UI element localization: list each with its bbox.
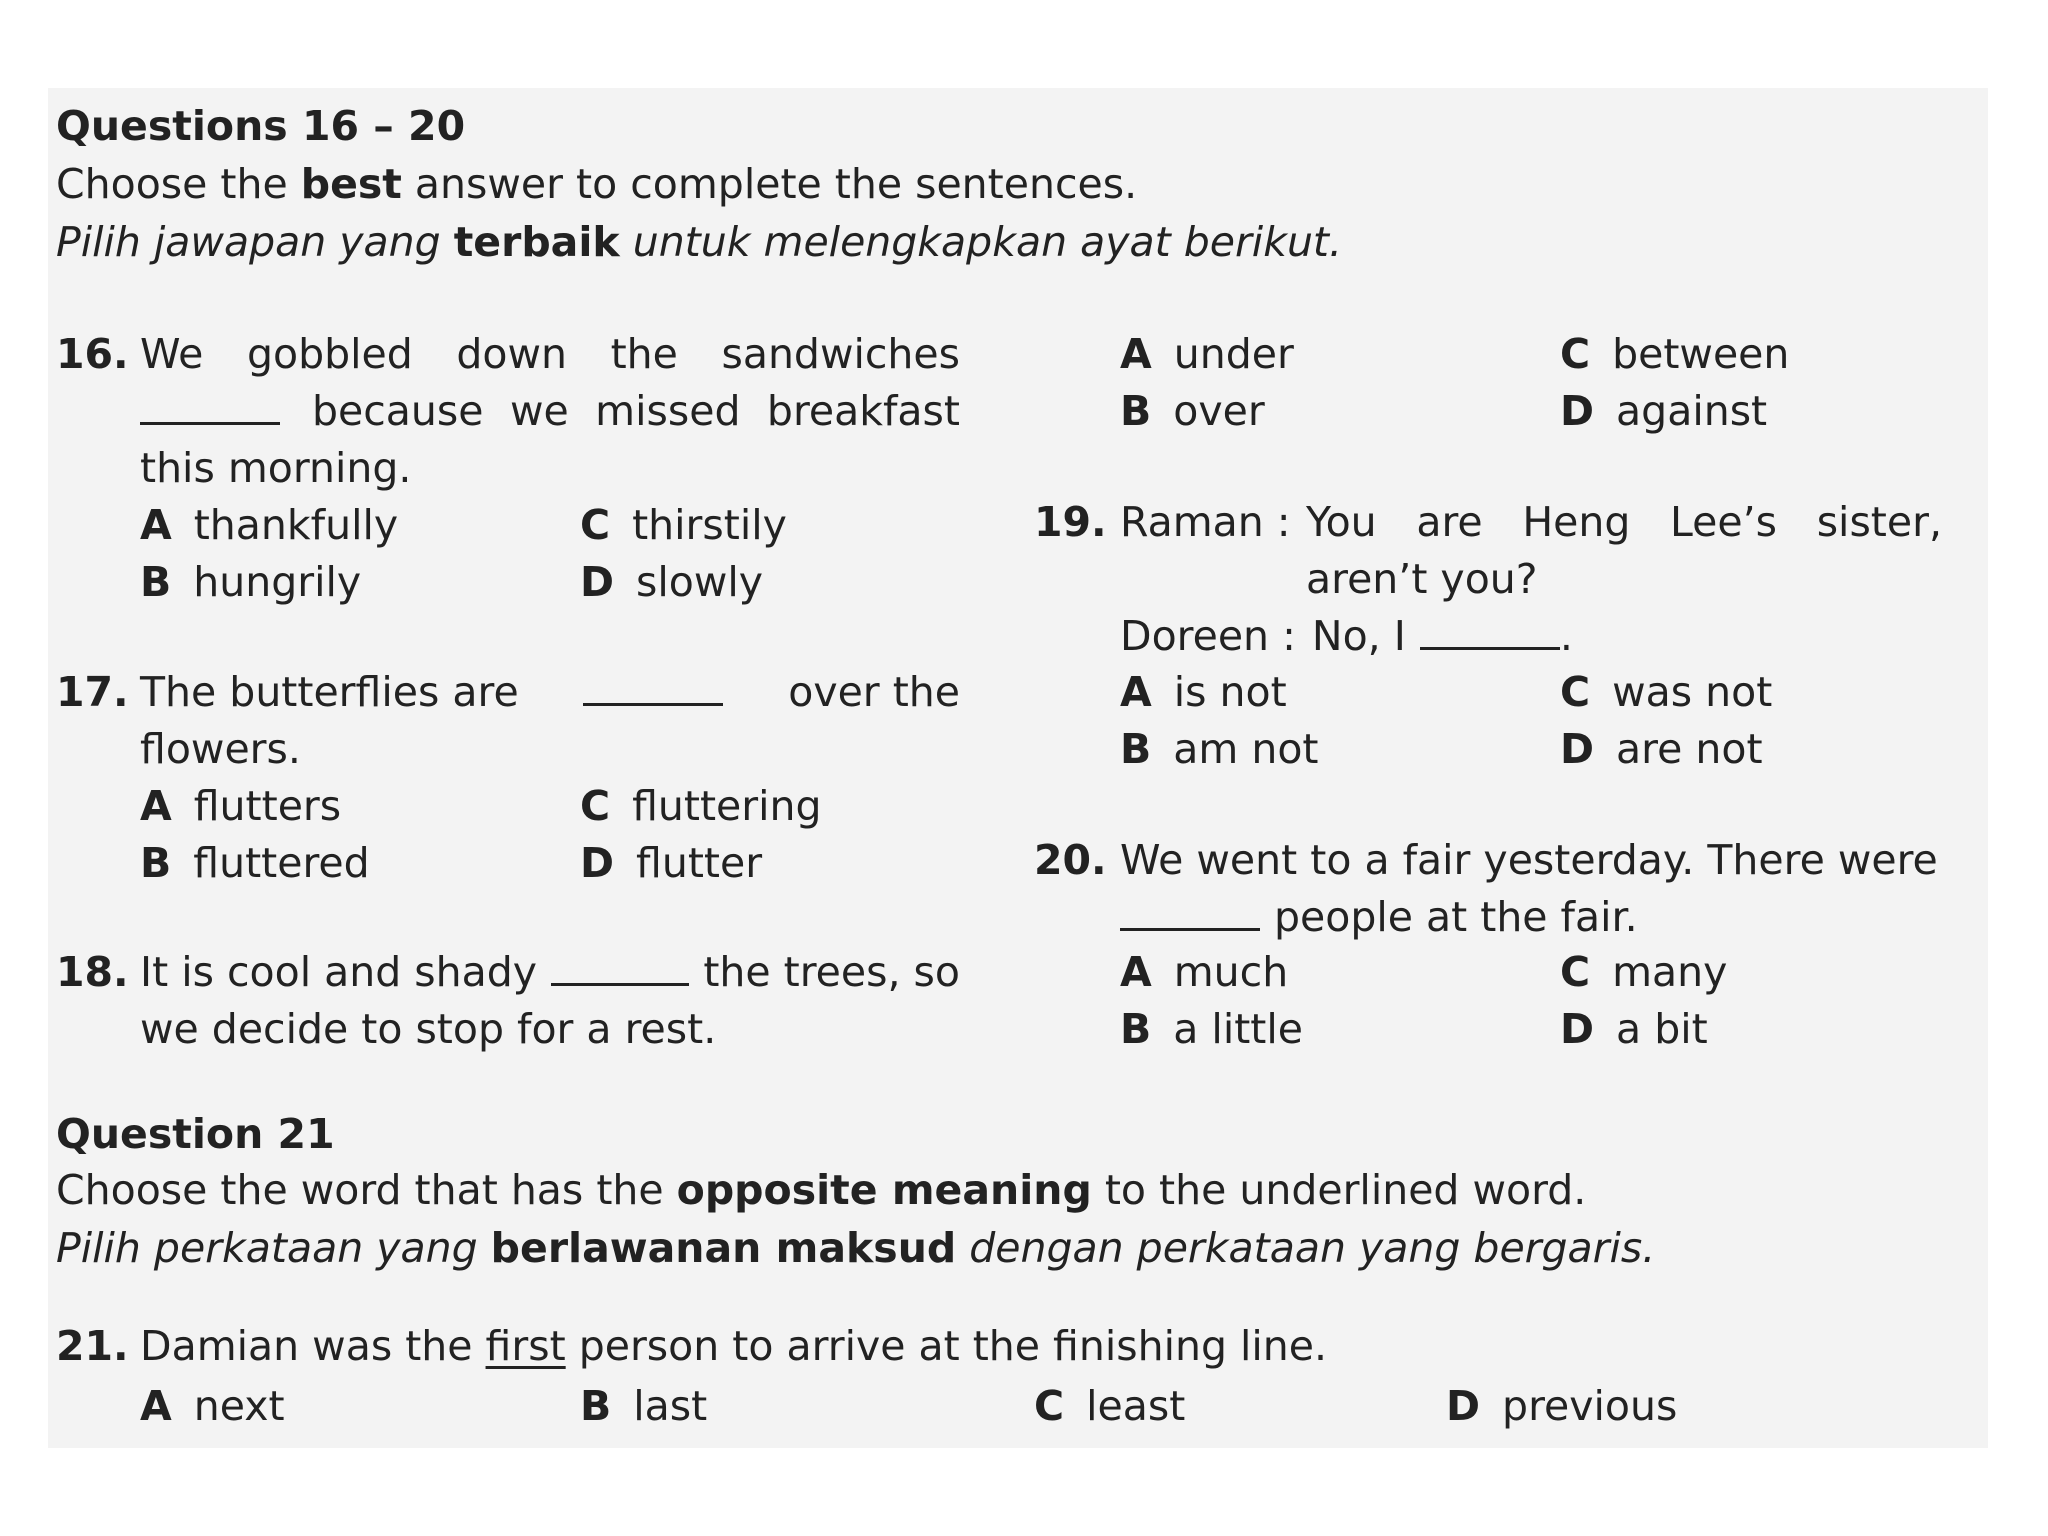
answer-blank	[1420, 647, 1560, 650]
instruction-text: untuk melengkapkan ayat berikut.	[619, 218, 1343, 266]
instruction-text: Pilih perkataan yang	[56, 1224, 491, 1272]
question-number-18: 18.	[56, 948, 129, 996]
q18-line1	[140, 948, 960, 996]
option-letter: A	[1120, 330, 1152, 378]
q17-option-d[interactable]	[580, 839, 762, 887]
option-letter: C	[1560, 948, 1591, 996]
q20-line2	[1120, 893, 1638, 941]
q17-option-a[interactable]	[140, 782, 341, 830]
section-heading-21: Question 21	[56, 1110, 335, 1158]
option-letter: D	[1446, 1382, 1481, 1430]
option-text: is not	[1173, 668, 1287, 716]
option-text: previous	[1502, 1382, 1678, 1430]
option-letter: A	[1120, 948, 1152, 996]
q16-option-d[interactable]	[580, 558, 763, 606]
instruction-english	[56, 160, 1137, 208]
option-text: fluttered	[193, 839, 370, 887]
question-number-21: 21.	[56, 1322, 129, 1370]
instruction-bold-word: terbaik	[453, 218, 620, 266]
option-letter: B	[1120, 725, 1152, 773]
q20-option-c[interactable]	[1560, 948, 1727, 996]
q16-line2	[140, 387, 960, 435]
option-text: over	[1173, 387, 1265, 435]
option-text: against	[1616, 387, 1768, 435]
option-letter: D	[1560, 387, 1595, 435]
option-text: flutters	[193, 782, 342, 830]
option-letter: C	[1560, 668, 1591, 716]
q16-line2-text: because we missed breakfast	[312, 387, 960, 435]
option-text: a little	[1173, 1005, 1303, 1053]
q18-line1-post: the trees, so	[703, 948, 960, 996]
q20-line2-text: people at the fair.	[1274, 893, 1638, 941]
instruction-malay-21	[56, 1224, 1655, 1272]
q16-line1: We gobbled down the sandwiches	[140, 330, 960, 378]
option-text: flutter	[636, 839, 763, 887]
q21-option-c[interactable]	[1034, 1382, 1185, 1430]
option-text: last	[633, 1382, 708, 1430]
instruction-text: dengan perkataan yang bergaris.	[956, 1224, 1656, 1272]
q19-option-a[interactable]	[1120, 668, 1287, 716]
question-number-19: 19.	[1034, 498, 1107, 546]
instruction-text: Choose the	[56, 160, 301, 208]
q21-option-d[interactable]	[1446, 1382, 1677, 1430]
q16-option-a[interactable]	[140, 501, 398, 549]
option-text: thankfully	[193, 501, 399, 549]
q17-option-b[interactable]	[140, 839, 370, 887]
answer-blank	[140, 422, 280, 425]
option-text: least	[1086, 1382, 1186, 1430]
q19-raman-line1: You are Heng Lee’s sister,	[1306, 498, 1942, 546]
q16-line3: this morning.	[140, 444, 412, 492]
section-heading-16-20: Questions 16 – 20	[56, 102, 466, 150]
question-number-17: 17.	[56, 668, 129, 716]
q19-doreen-line	[1120, 612, 1573, 660]
answer-blank	[1120, 928, 1260, 931]
option-letter: B	[580, 1382, 612, 1430]
q19-option-d[interactable]	[1560, 725, 1763, 773]
option-letter: C	[580, 501, 611, 549]
q21-sentence	[140, 1322, 1327, 1370]
option-letter: B	[140, 558, 172, 606]
option-letter: D	[1560, 725, 1595, 773]
q20-option-d[interactable]	[1560, 1005, 1708, 1053]
option-letter: B	[1120, 387, 1152, 435]
q21-option-a[interactable]	[140, 1382, 285, 1430]
q18-option-b[interactable]	[1120, 387, 1265, 435]
q19-option-b[interactable]	[1120, 725, 1319, 773]
q17-line1-pre: The butterflies are	[140, 668, 519, 716]
option-letter: A	[1120, 668, 1152, 716]
q19-doreen-period: .	[1559, 612, 1573, 660]
option-text: between	[1612, 330, 1790, 378]
instruction-text: answer to complete the sentences.	[401, 160, 1138, 208]
option-letter: B	[140, 839, 172, 887]
instruction-english-21	[56, 1166, 1586, 1214]
option-text: am not	[1173, 725, 1319, 773]
option-text: under	[1173, 330, 1294, 378]
option-letter: C	[580, 782, 611, 830]
instruction-text: Choose the word that has the	[56, 1166, 677, 1214]
option-text: next	[193, 1382, 285, 1430]
q19-speaker-doreen: Doreen :	[1120, 612, 1296, 660]
option-letter: A	[140, 1382, 172, 1430]
q17-line1	[140, 668, 960, 716]
q19-speaker-raman: Raman :	[1120, 498, 1291, 546]
q17-option-c[interactable]	[580, 782, 822, 830]
option-letter: A	[140, 501, 172, 549]
option-text: thirstily	[632, 501, 787, 549]
option-text: much	[1173, 948, 1289, 996]
q19-option-c[interactable]	[1560, 668, 1772, 716]
instruction-bold-word: best	[300, 160, 402, 208]
q16-option-c[interactable]	[580, 501, 787, 549]
q19-doreen-text: No, I	[1311, 612, 1406, 660]
option-text: slowly	[636, 558, 764, 606]
instruction-bold-word: opposite meaning	[676, 1166, 1092, 1214]
q17-line2: flowers.	[140, 725, 301, 773]
question-number-20: 20.	[1034, 836, 1107, 884]
q21-option-b[interactable]	[580, 1382, 707, 1430]
question-number-16: 16.	[56, 330, 129, 378]
q20-option-b[interactable]	[1120, 1005, 1303, 1053]
q19-raman-line2: aren’t you?	[1306, 555, 1538, 603]
option-letter: D	[580, 558, 615, 606]
option-text: are not	[1616, 725, 1763, 773]
option-letter: A	[140, 782, 172, 830]
option-text: fluttering	[632, 782, 822, 830]
option-letter: D	[580, 839, 615, 887]
option-letter: D	[1560, 1005, 1595, 1053]
option-text: many	[1612, 948, 1728, 996]
answer-blank	[583, 703, 723, 706]
q21-text-post: person to arrive at the finishing line.	[565, 1322, 1328, 1370]
option-text: a bit	[1616, 1005, 1708, 1053]
q18-line1-pre: It is cool and shady	[140, 948, 538, 996]
q20-line1: We went to a fair yesterday. There were	[1120, 836, 1938, 884]
q21-text-pre: Damian was the	[140, 1322, 486, 1370]
instruction-malay	[56, 218, 1342, 266]
q18-option-d[interactable]	[1560, 387, 1767, 435]
q18-option-c[interactable]	[1560, 330, 1789, 378]
q18-option-a[interactable]	[1120, 330, 1294, 378]
answer-blank	[551, 983, 689, 986]
option-text: was not	[1612, 668, 1773, 716]
option-text: hungrily	[193, 558, 362, 606]
instruction-bold-word: berlawanan maksud	[490, 1224, 957, 1272]
option-letter: C	[1034, 1382, 1065, 1430]
q20-option-a[interactable]	[1120, 948, 1288, 996]
option-letter: B	[1120, 1005, 1152, 1053]
q17-line1-post: over the	[788, 668, 960, 716]
q18-line2: we decide to stop for a rest.	[140, 1005, 717, 1053]
instruction-text: Pilih jawapan yang	[56, 218, 454, 266]
instruction-text: to the underlined word.	[1091, 1166, 1587, 1214]
q21-underlined-word: first	[485, 1322, 566, 1370]
q16-option-b[interactable]	[140, 558, 361, 606]
option-letter: C	[1560, 330, 1591, 378]
